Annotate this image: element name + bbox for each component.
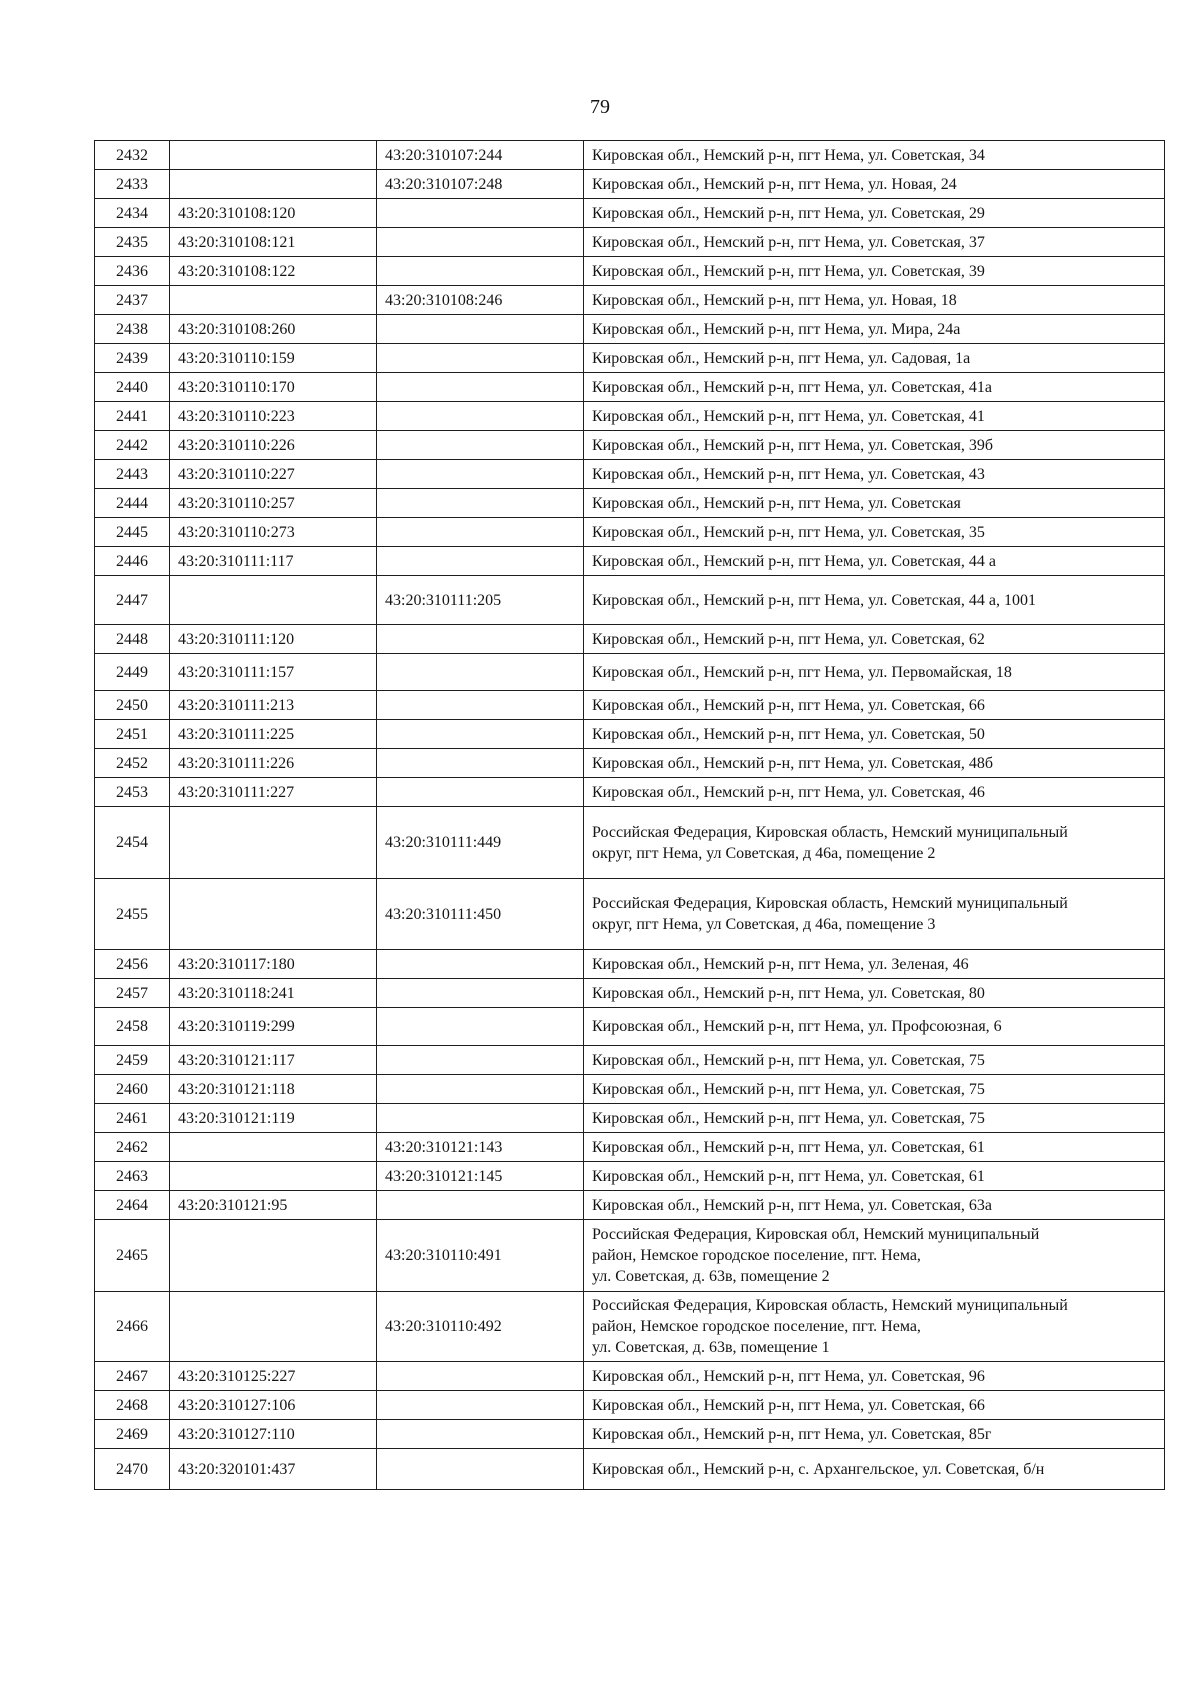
cadastral-number-cell: 43:20:310111:213: [170, 691, 377, 720]
row-number-cell: 2454: [95, 807, 170, 879]
cadastral-number-cell: [170, 286, 377, 315]
premises-cadastral-number-cell: [377, 1420, 584, 1449]
address-cell: [584, 1191, 1165, 1220]
table-row: [95, 518, 1165, 547]
cadastral-number-cell: [170, 1220, 377, 1292]
address-line: Российская Федерация, Кировская область, Немский муниципальный: [592, 823, 1068, 841]
row-number-cell: 2465: [95, 1220, 170, 1292]
address-line: Кировская обл., Немский р-н, пгт Нема, ул. Советская, 66: [592, 696, 985, 714]
address-cell: [584, 720, 1165, 749]
address-line: Кировская обл., Немский р-н, пгт Нема, ул. Советская, 41а: [592, 378, 992, 396]
row-number-cell: 2448: [95, 625, 170, 654]
address-cell: [584, 1362, 1165, 1391]
premises-cadastral-number-cell: [377, 1046, 584, 1075]
address-line: Кировская обл., Немский р-н, пгт Нема, ул. Мира, 24а: [592, 320, 961, 338]
address-cell: [584, 654, 1165, 691]
address-line: округ, пгт Нема, ул Советская, д 46а, помещение 3: [592, 916, 936, 933]
premises-cadastral-number-cell: [377, 373, 584, 402]
address-cell: [584, 547, 1165, 576]
cadastral-number-cell: 43:20:310110:223: [170, 402, 377, 431]
address-line: Кировская обл., Немский р-н, пгт Нема, ул. Профсоюзная, 6: [592, 1018, 1002, 1035]
address-line: Кировская обл., Немский р-н, пгт Нема, ул. Советская, 39б: [592, 436, 994, 454]
premises-cadastral-number-cell: [377, 625, 584, 654]
table-row: [95, 691, 1165, 720]
row-number-cell: 2458: [95, 1008, 170, 1046]
address-line: Кировская обл., Немский р-н, пгт Нема, ул. Советская: [592, 494, 961, 512]
address-line: Кировская обл., Немский р-н, пгт Нема, ул. Садовая, 1а: [592, 349, 971, 367]
table-row: [95, 286, 1165, 315]
table-row: [95, 1046, 1165, 1075]
address-cell: [584, 950, 1165, 979]
address-line: Кировская обл., Немский р-н, пгт Нема, ул. Советская, 85г: [592, 1425, 992, 1443]
row-number-cell: 2432: [95, 141, 170, 170]
premises-cadastral-number-cell: [377, 199, 584, 228]
table-row: [95, 547, 1165, 576]
address-line: Кировская обл., Немский р-н, пгт Нема, ул. Первомайская, 18: [592, 663, 1012, 681]
address-line: округ, пгт Нема, ул Советская, д 46а, помещение 2: [592, 844, 936, 862]
address-line: Кировская обл., Немский р-н, пгт Нема, ул. Советская, 39: [592, 262, 985, 280]
premises-cadastral-number-cell: [377, 1104, 584, 1133]
premises-cadastral-number-cell: 43:20:310111:450: [377, 879, 584, 950]
cadastral-number-cell: 43:20:310108:260: [170, 315, 377, 344]
cadastral-number-cell: 43:20:310121:118: [170, 1075, 377, 1104]
row-number-cell: 2469: [95, 1420, 170, 1449]
table-row: [95, 749, 1165, 778]
premises-cadastral-number-cell: [377, 749, 584, 778]
address-line: Кировская обл., Немский р-н, пгт Нема, ул. Советская, 75: [592, 1109, 985, 1127]
address-cell: [584, 489, 1165, 518]
address-line: Кировская обл., Немский р-н, пгт Нема, ул. Советская, 66: [592, 1396, 985, 1414]
table-row: [95, 344, 1165, 373]
address-line: Кировская обл., Немский р-н, пгт Нема, ул. Советская, 37: [592, 233, 985, 251]
row-number-cell: 2449: [95, 654, 170, 691]
cadastral-number-cell: [170, 1292, 377, 1362]
address-line: Кировская обл., Немский р-н, пгт Нема, ул. Советская, 75: [592, 1051, 985, 1069]
row-number-cell: 2440: [95, 373, 170, 402]
row-number-cell: 2456: [95, 950, 170, 979]
cadastral-number-cell: 43:20:310111:120: [170, 625, 377, 654]
premises-cadastral-number-cell: [377, 720, 584, 749]
address-cell: [584, 518, 1165, 547]
row-number-cell: 2442: [95, 431, 170, 460]
address-line: Кировская обл., Немский р-н, пгт Нема, ул. Новая, 18: [592, 291, 957, 309]
address-line: Российская Федерация, Кировская область, Немский муниципальный: [592, 895, 1068, 912]
premises-cadastral-number-cell: [377, 1008, 584, 1046]
premises-cadastral-number-cell: 43:20:310108:246: [377, 286, 584, 315]
address-line: Кировская обл., Немский р-н, пгт Нема, ул. Новая, 24: [592, 175, 957, 193]
premises-cadastral-number-cell: [377, 315, 584, 344]
cadastral-number-cell: 43:20:310111:227: [170, 778, 377, 807]
address-line: Кировская обл., Немский р-н, пгт Нема, ул. Советская, 63а: [592, 1196, 992, 1214]
table-row: [95, 807, 1165, 879]
address-line: Российская Федерация, Кировская область, Немский муниципальный: [592, 1297, 1068, 1314]
cadastral-number-cell: 43:20:310127:106: [170, 1391, 377, 1420]
premises-cadastral-number-cell: 43:20:310121:143: [377, 1133, 584, 1162]
row-number-cell: 2439: [95, 344, 170, 373]
address-cell: [584, 749, 1165, 778]
table-row: [95, 1420, 1165, 1449]
row-number-cell: 2455: [95, 879, 170, 950]
table-row: [95, 402, 1165, 431]
address-cell: [584, 1420, 1165, 1449]
cadastral-number-cell: 43:20:310125:227: [170, 1362, 377, 1391]
address-line: Кировская обл., Немский р-н, пгт Нема, ул. Советская, 80: [592, 984, 985, 1002]
cadastral-number-cell: [170, 879, 377, 950]
cadastral-number-cell: 43:20:310108:120: [170, 199, 377, 228]
address-line: район, Немское городское поселение, пгт. Нема,: [592, 1247, 921, 1264]
table-row: [95, 1449, 1165, 1490]
address-cell: [584, 1220, 1165, 1292]
address-cell: [584, 170, 1165, 199]
row-number-cell: 2435: [95, 228, 170, 257]
page-number: 79: [590, 96, 610, 118]
premises-cadastral-number-cell: [377, 1449, 584, 1490]
address-line: Кировская обл., Немский р-н, пгт Нема, ул. Советская, 96: [592, 1367, 985, 1385]
table-row: [95, 1008, 1165, 1046]
table-row: [95, 1162, 1165, 1191]
address-cell: [584, 344, 1165, 373]
table-row: [95, 1191, 1165, 1220]
premises-cadastral-number-cell: [377, 950, 584, 979]
table-row: [95, 625, 1165, 654]
premises-cadastral-number-cell: [377, 979, 584, 1008]
cadastral-number-cell: 43:20:310111:157: [170, 654, 377, 691]
table-body: [95, 141, 1165, 1490]
premises-cadastral-number-cell: [377, 1191, 584, 1220]
address-cell: [584, 431, 1165, 460]
row-number-cell: 2453: [95, 778, 170, 807]
row-number-cell: 2451: [95, 720, 170, 749]
address-line: Кировская обл., Немский р-н, пгт Нема, ул. Советская, 34: [592, 146, 985, 164]
row-number-cell: 2468: [95, 1391, 170, 1420]
table-row: [95, 228, 1165, 257]
address-cell: [584, 576, 1165, 625]
address-line: ул. Советская, д. 63в, помещение 1: [592, 1339, 830, 1356]
address-cell: [584, 1104, 1165, 1133]
address-cell: [584, 691, 1165, 720]
table-row: [95, 1292, 1165, 1362]
premises-cadastral-number-cell: 43:20:310111:449: [377, 807, 584, 879]
cadastral-number-cell: 43:20:310121:95: [170, 1191, 377, 1220]
address-cell: [584, 199, 1165, 228]
table-row: [95, 315, 1165, 344]
address-line: Кировская обл., Немский р-н, пгт Нема, ул. Советская, 44 а, 1001: [592, 591, 1036, 609]
address-cell: [584, 1075, 1165, 1104]
table-row: [95, 373, 1165, 402]
address-cell: [584, 1449, 1165, 1490]
premises-cadastral-number-cell: 43:20:310110:492: [377, 1292, 584, 1362]
address-cell: [584, 1391, 1165, 1420]
premises-cadastral-number-cell: [377, 257, 584, 286]
address-cell: [584, 373, 1165, 402]
premises-cadastral-number-cell: [377, 518, 584, 547]
row-number-cell: 2464: [95, 1191, 170, 1220]
cadastral-number-cell: [170, 807, 377, 879]
address-cell: [584, 257, 1165, 286]
cadastral-number-cell: 43:20:310110:273: [170, 518, 377, 547]
address-line: Кировская обл., Немский р-н, пгт Нема, ул. Советская, 50: [592, 725, 985, 743]
address-line: Кировская обл., Немский р-н, пгт Нема, ул. Советская, 41: [592, 407, 985, 425]
row-number-cell: 2462: [95, 1133, 170, 1162]
premises-cadastral-number-cell: [377, 778, 584, 807]
address-cell: [584, 625, 1165, 654]
address-line: Кировская обл., Немский р-н, пгт Нема, ул. Зеленая, 46: [592, 955, 969, 973]
row-number-cell: 2443: [95, 460, 170, 489]
row-number-cell: 2467: [95, 1362, 170, 1391]
premises-cadastral-number-cell: [377, 228, 584, 257]
premises-cadastral-number-cell: [377, 460, 584, 489]
address-cell: [584, 1133, 1165, 1162]
cadastral-number-cell: 43:20:310110:159: [170, 344, 377, 373]
address-line: Кировская обл., Немский р-н, пгт Нема, ул. Советская, 43: [592, 465, 985, 483]
address-cell: [584, 1046, 1165, 1075]
cadastral-number-cell: [170, 170, 377, 199]
cadastral-number-cell: 43:20:310117:180: [170, 950, 377, 979]
row-number-cell: 2437: [95, 286, 170, 315]
address-cell: [584, 141, 1165, 170]
premises-cadastral-number-cell: [377, 1391, 584, 1420]
address-line: ул. Советская, д. 63в, помещение 2: [592, 1268, 830, 1285]
table-row: [95, 460, 1165, 489]
row-number-cell: 2463: [95, 1162, 170, 1191]
address-cell: [584, 1162, 1165, 1191]
table-row: [95, 141, 1165, 170]
table-row: [95, 1075, 1165, 1104]
premises-cadastral-number-cell: [377, 1075, 584, 1104]
premises-cadastral-number-cell: 43:20:310111:205: [377, 576, 584, 625]
table-row: [95, 950, 1165, 979]
cadastral-number-cell: 43:20:310110:170: [170, 373, 377, 402]
address-line: Кировская обл., Немский р-н, пгт Нема, ул. Советская, 48б: [592, 754, 994, 772]
address-line: Кировская обл., Немский р-н, пгт Нема, ул. Советская, 61: [592, 1138, 985, 1156]
row-number-cell: 2466: [95, 1292, 170, 1362]
cadastral-number-cell: 43:20:310108:121: [170, 228, 377, 257]
row-number-cell: 2470: [95, 1449, 170, 1490]
address-cell: [584, 228, 1165, 257]
table-row: [95, 778, 1165, 807]
address-cell: [584, 778, 1165, 807]
cadastral-number-cell: 43:20:310111:225: [170, 720, 377, 749]
row-number-cell: 2438: [95, 315, 170, 344]
table-row: [95, 1391, 1165, 1420]
row-number-cell: 2446: [95, 547, 170, 576]
row-number-cell: 2433: [95, 170, 170, 199]
address-line: Российская Федерация, Кировская обл, Немский муниципальный: [592, 1226, 1040, 1243]
cadastral-number-cell: 43:20:310121:119: [170, 1104, 377, 1133]
cadastral-number-cell: [170, 576, 377, 625]
premises-cadastral-number-cell: 43:20:310107:244: [377, 141, 584, 170]
premises-cadastral-number-cell: [377, 431, 584, 460]
table-row: [95, 576, 1165, 625]
address-line: Кировская обл., Немский р-н, пгт Нема, ул. Советская, 75: [592, 1080, 985, 1098]
address-cell: [584, 1292, 1165, 1362]
row-number-cell: 2457: [95, 979, 170, 1008]
premises-cadastral-number-cell: [377, 691, 584, 720]
row-number-cell: 2447: [95, 576, 170, 625]
row-number-cell: 2441: [95, 402, 170, 431]
table-row: [95, 979, 1165, 1008]
property-registry-table: [94, 140, 1165, 1490]
premises-cadastral-number-cell: [377, 547, 584, 576]
table-row: [95, 170, 1165, 199]
premises-cadastral-number-cell: 43:20:310121:145: [377, 1162, 584, 1191]
table-row: [95, 431, 1165, 460]
cadastral-number-cell: 43:20:310127:110: [170, 1420, 377, 1449]
cadastral-number-cell: 43:20:310121:117: [170, 1046, 377, 1075]
table-row: [95, 720, 1165, 749]
address-cell: [584, 402, 1165, 431]
address-line: Кировская обл., Немский р-н, с. Архангельское, ул. Советская, б/н: [592, 1460, 1045, 1478]
premises-cadastral-number-cell: 43:20:310107:248: [377, 170, 584, 199]
row-number-cell: 2450: [95, 691, 170, 720]
address-line: Кировская обл., Немский р-н, пгт Нема, ул. Советская, 46: [592, 783, 985, 801]
cadastral-number-cell: [170, 1162, 377, 1191]
address-cell: [584, 286, 1165, 315]
premises-cadastral-number-cell: [377, 402, 584, 431]
cadastral-number-cell: 43:20:310110:227: [170, 460, 377, 489]
cadastral-number-cell: 43:20:310110:257: [170, 489, 377, 518]
cadastral-number-cell: 43:20:310108:122: [170, 257, 377, 286]
premises-cadastral-number-cell: [377, 489, 584, 518]
row-number-cell: 2434: [95, 199, 170, 228]
row-number-cell: 2452: [95, 749, 170, 778]
cadastral-number-cell: 43:20:310111:117: [170, 547, 377, 576]
address-cell: [584, 979, 1165, 1008]
row-number-cell: 2444: [95, 489, 170, 518]
address-line: Кировская обл., Немский р-н, пгт Нема, ул. Советская, 29: [592, 204, 985, 222]
table-row: [95, 654, 1165, 691]
address-line: Кировская обл., Немский р-н, пгт Нема, ул. Советская, 61: [592, 1167, 985, 1185]
row-number-cell: 2445: [95, 518, 170, 547]
cadastral-number-cell: 43:20:310111:226: [170, 749, 377, 778]
address-cell: [584, 1008, 1165, 1046]
address-line: Кировская обл., Немский р-н, пгт Нема, ул. Советская, 62: [592, 630, 985, 648]
address-cell: [584, 879, 1165, 950]
address-cell: [584, 807, 1165, 879]
table-row: [95, 199, 1165, 228]
address-line: Кировская обл., Немский р-н, пгт Нема, ул. Советская, 44 а: [592, 552, 996, 570]
address-cell: [584, 315, 1165, 344]
cadastral-number-cell: 43:20:310110:226: [170, 431, 377, 460]
table-row: [95, 1104, 1165, 1133]
table-row: [95, 879, 1165, 950]
cadastral-number-cell: [170, 1133, 377, 1162]
cadastral-number-cell: 43:20:320101:437: [170, 1449, 377, 1490]
address-line: район, Немское городское поселение, пгт. Нема,: [592, 1318, 921, 1335]
premises-cadastral-number-cell: [377, 654, 584, 691]
address-cell: [584, 460, 1165, 489]
premises-cadastral-number-cell: [377, 344, 584, 373]
row-number-cell: 2436: [95, 257, 170, 286]
table-row: [95, 1220, 1165, 1292]
table-row: [95, 489, 1165, 518]
cadastral-number-cell: 43:20:310119:299: [170, 1008, 377, 1046]
row-number-cell: 2459: [95, 1046, 170, 1075]
address-line: Кировская обл., Немский р-н, пгт Нема, ул. Советская, 35: [592, 523, 985, 541]
row-number-cell: 2460: [95, 1075, 170, 1104]
table-row: [95, 257, 1165, 286]
cadastral-number-cell: 43:20:310118:241: [170, 979, 377, 1008]
table-row: [95, 1133, 1165, 1162]
premises-cadastral-number-cell: [377, 1362, 584, 1391]
cadastral-number-cell: [170, 141, 377, 170]
row-number-cell: 2461: [95, 1104, 170, 1133]
table-row: [95, 1362, 1165, 1391]
premises-cadastral-number-cell: 43:20:310110:491: [377, 1220, 584, 1292]
